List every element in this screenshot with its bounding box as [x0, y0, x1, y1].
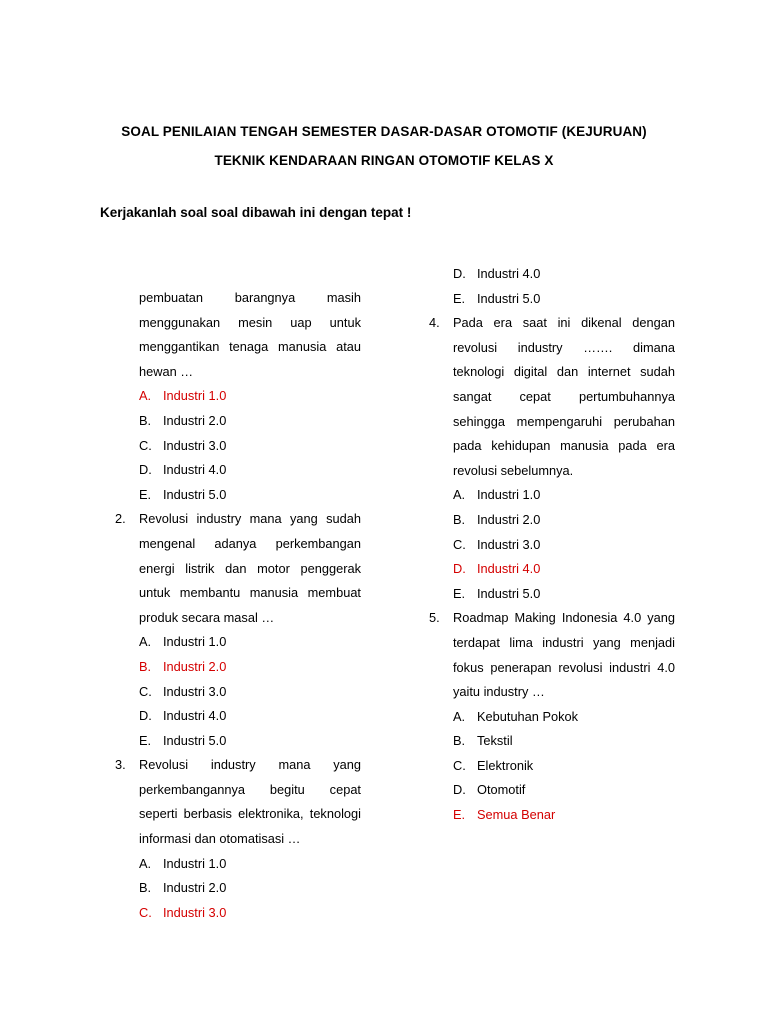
question-line: menggunakan mesin uap untuk [139, 314, 361, 330]
question-line: revolusi industry ……. dimana [453, 339, 675, 355]
question-line: perkembangannya begitu cepat [139, 781, 361, 797]
question-5 [429, 606, 675, 827]
question-line: hewan … [139, 363, 194, 379]
option-c: C. Elektronik [453, 757, 534, 773]
question-line: terdapat lima industri yang menjadi [453, 634, 675, 650]
option-c: C. Industri 3.0 [139, 437, 227, 453]
question-4 [429, 311, 675, 606]
option-c: C. Industri 3.0 [453, 536, 541, 552]
question-line: fokus penerapan revolusi industri 4.0 [453, 659, 675, 675]
question-line: 4. Pada era saat ini dikenal dengan [429, 311, 675, 336]
question-line: sehingga mempengaruhi perubahan [453, 413, 675, 429]
option-b: B. Industri 2.0 [453, 511, 541, 527]
question-line: untuk membantu manusia membuat [139, 585, 361, 601]
page-subtitle: TEKNIK KENDARAAN RINGAN OTOMOTIF KELAS X [214, 153, 554, 168]
question-line: produk secara masal … [139, 609, 275, 625]
option-d: D. Otomotif [453, 782, 526, 798]
option-a: A. Industri 1.0 [139, 388, 227, 404]
option-a: A. Industri 1.0 [453, 487, 541, 503]
option-e: E. Industri 5.0 [453, 585, 541, 601]
question-line: 3. Revolusi industry mana yang [115, 753, 361, 778]
option-b: B. Industri 2.0 [139, 880, 227, 896]
question-line: informasi dan otomatisasi … [139, 831, 301, 847]
option-d: D. Industri 4.0 [139, 462, 227, 478]
question-line: seperti berbasis elektronika, teknologi [139, 806, 361, 822]
question-line: 5. Roadmap Making Indonesia 4.0 yang [429, 606, 675, 631]
question-line: mengenal adanya perkembangan [139, 535, 361, 551]
page-title: SOAL PENILAIAN TENGAH SEMESTER DASAR-DASAR OTOMOTIF (KEJURUAN) [121, 124, 647, 139]
question-line: energi listrik dan motor penggerak [139, 560, 361, 576]
option-c: C. Industri 3.0 [139, 904, 227, 920]
question-line: pada kehidupan manusia pada era [453, 438, 675, 454]
option-e: E. Industri 5.0 [139, 486, 227, 502]
question-line: sangat cepat pertumbuhannya [453, 388, 675, 404]
question-line: yaitu industry … [453, 684, 545, 700]
option-a: A. Kebutuhan Pokok [453, 708, 579, 724]
option-e: E. Industri 5.0 [453, 290, 541, 306]
left-column [115, 286, 361, 925]
option-d: D. Industri 4.0 [453, 561, 541, 577]
question-number: 4. [429, 315, 440, 331]
option-c: C. Industri 3.0 [139, 683, 227, 699]
question-3-continued [429, 262, 675, 311]
question-number: 2. [115, 511, 126, 527]
option-b: B. Industri 2.0 [139, 658, 227, 674]
option-b: B. Tekstil [453, 733, 513, 749]
question-number: 5. [429, 610, 440, 626]
option-b: B. Industri 2.0 [139, 412, 227, 428]
question-2 [115, 507, 361, 753]
option-e: E. Industri 5.0 [139, 732, 227, 748]
question-3 [115, 753, 361, 925]
question-line: teknologi digital dan internet sudah [453, 364, 675, 380]
question-line: revolusi sebelumnya. [453, 462, 574, 478]
option-e: E. Semua Benar [453, 807, 556, 823]
option-a: A. Industri 1.0 [139, 634, 227, 650]
question-line: menggantikan tenaga manusia atau [139, 339, 361, 355]
option-a: A. Industri 1.0 [139, 855, 227, 871]
right-column [429, 262, 675, 828]
question-line: 2. Revolusi industry mana yang sudah [115, 507, 361, 532]
instruction-text: Kerjakanlah soal soal dibawah ini dengan tepat ! [100, 205, 412, 220]
question-number: 3. [115, 757, 126, 773]
option-d: D. Industri 4.0 [453, 266, 541, 281]
option-d: D. Industri 4.0 [139, 708, 227, 724]
question-line: pembuatan barangnya masih [139, 290, 361, 305]
question-1 [115, 286, 361, 507]
